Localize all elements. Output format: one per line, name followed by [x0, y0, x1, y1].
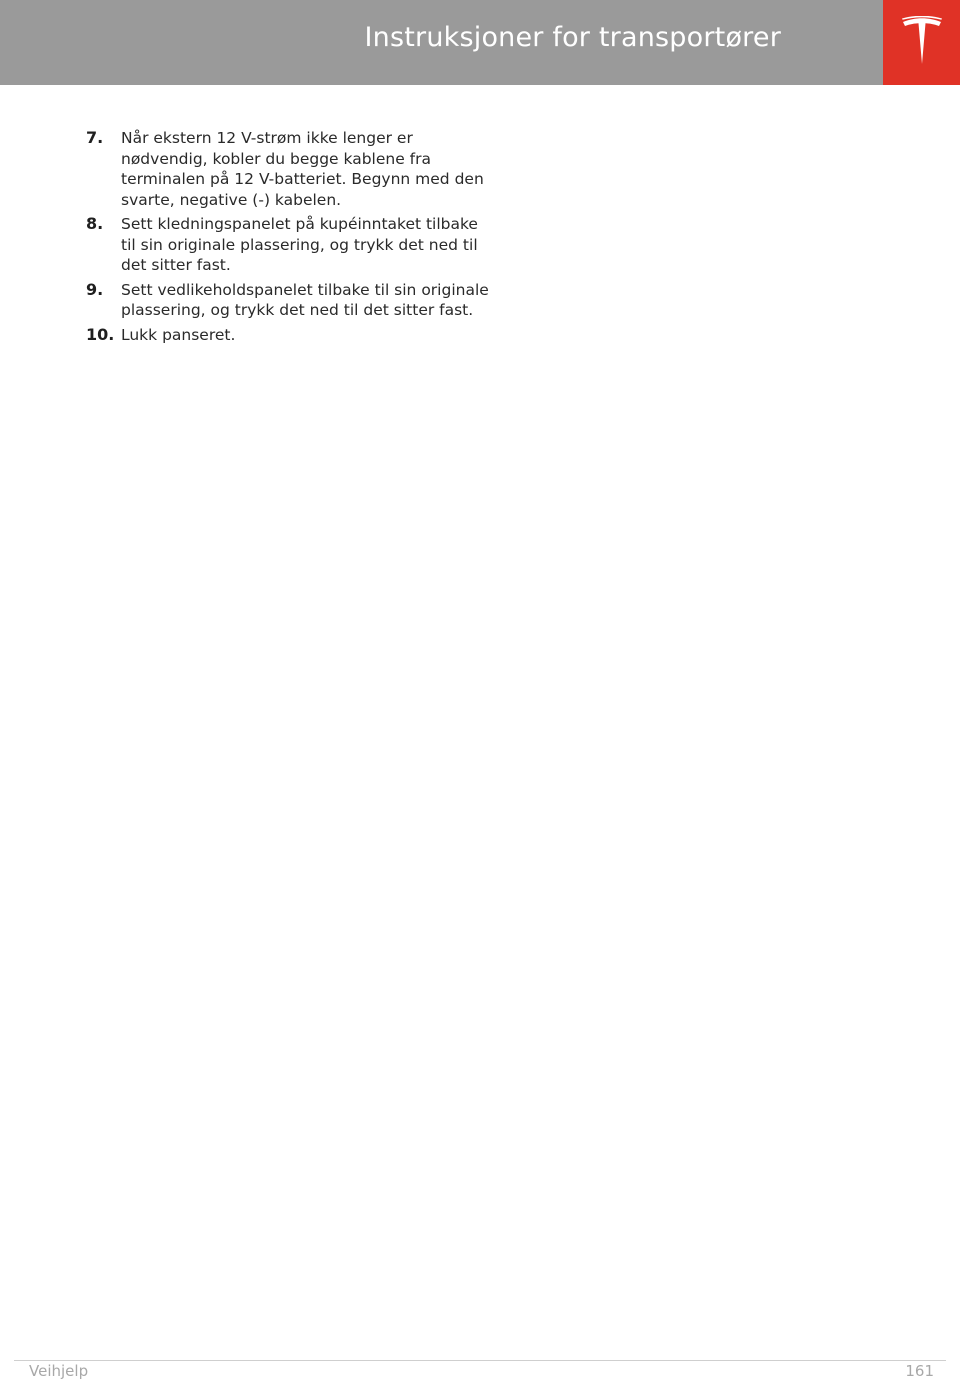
step-number: 9. [86, 279, 104, 299]
step-number: 10. [86, 324, 115, 344]
step-text: Når ekstern 12 V-strøm ikke lenger er nødvendig, kobler du begge kablene fra terminalen på 12 V-batteriet. Begynn med den svarte, negative (-) kabelen. [121, 129, 484, 209]
footer-section-name: Veihjelp [29, 1362, 89, 1380]
step-text: Lukk panseret. [121, 325, 236, 344]
header-bar [0, 0, 883, 85]
step-text: Sett vedlikeholdspanelet tilbake til sin originale plassering, og trykk det ned til det sitter fast. [121, 280, 489, 319]
page-number: 161 [905, 1362, 934, 1380]
step-text: Sett kledningspanelet på kupéinntaket tilbake til sin originale plassering, og trykk det ned til det sitter fast. [121, 215, 478, 274]
step-item [86, 325, 496, 346]
page-title: Instruksjoner for transportører [364, 22, 781, 53]
step-number: 8. [86, 214, 104, 233]
tesla-t-icon [901, 16, 943, 66]
instruction-steps [86, 128, 496, 349]
step-item [86, 214, 496, 276]
step-item [86, 128, 496, 210]
step-item [86, 280, 496, 321]
step-number: 7. [86, 128, 104, 147]
logo-badge [883, 0, 960, 85]
footer-divider [14, 1360, 946, 1361]
